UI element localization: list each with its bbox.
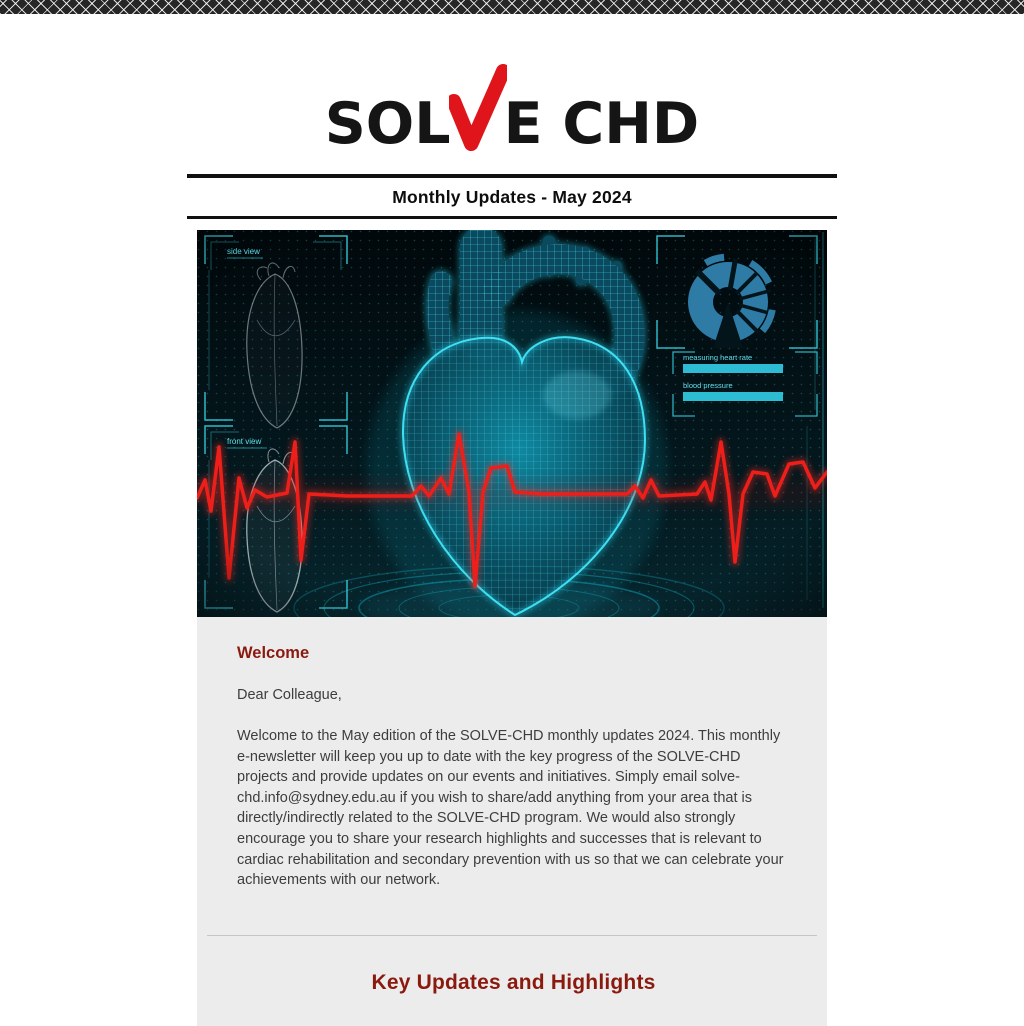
- salutation-text: Dear Colleague,: [237, 687, 342, 703]
- welcome-section: [197, 617, 827, 1026]
- welcome-heading: Welcome: [237, 644, 310, 662]
- decorative-pattern-strip: [0, 0, 1024, 14]
- section-divider: [207, 935, 817, 936]
- newsletter-title: Monthly Updates - May 2024: [392, 187, 632, 207]
- solve-chd-logo: [0, 64, 1024, 157]
- hero-image: [197, 230, 827, 617]
- logo-text-echd: E CHD: [503, 91, 700, 157]
- logo-checkmark-icon: [449, 64, 507, 152]
- newsletter-title-band: [187, 174, 837, 219]
- welcome-body-text: Welcome to the May edition of the SOLVE-CHD monthly updates 2024. This monthly e-newsletter will keep you up to date with the key progress of the SOLVE-CHD projects and provide updates on our events and initiatives. Simply email solve-chd.info@sydney.edu.au if you wish to share/add anything from your area that is directly/indirectly related to the SOLVE-CHD program. We would also strongly encourage you to share your research highlights and successes that is relevant to cardiac rehabilitation and secondary prevention with us so that we can celebrate your achievements with our network.: [237, 728, 784, 889]
- key-updates-heading: Key Updates and Highlights: [371, 970, 656, 994]
- logo-text-sol: SOL: [324, 91, 451, 157]
